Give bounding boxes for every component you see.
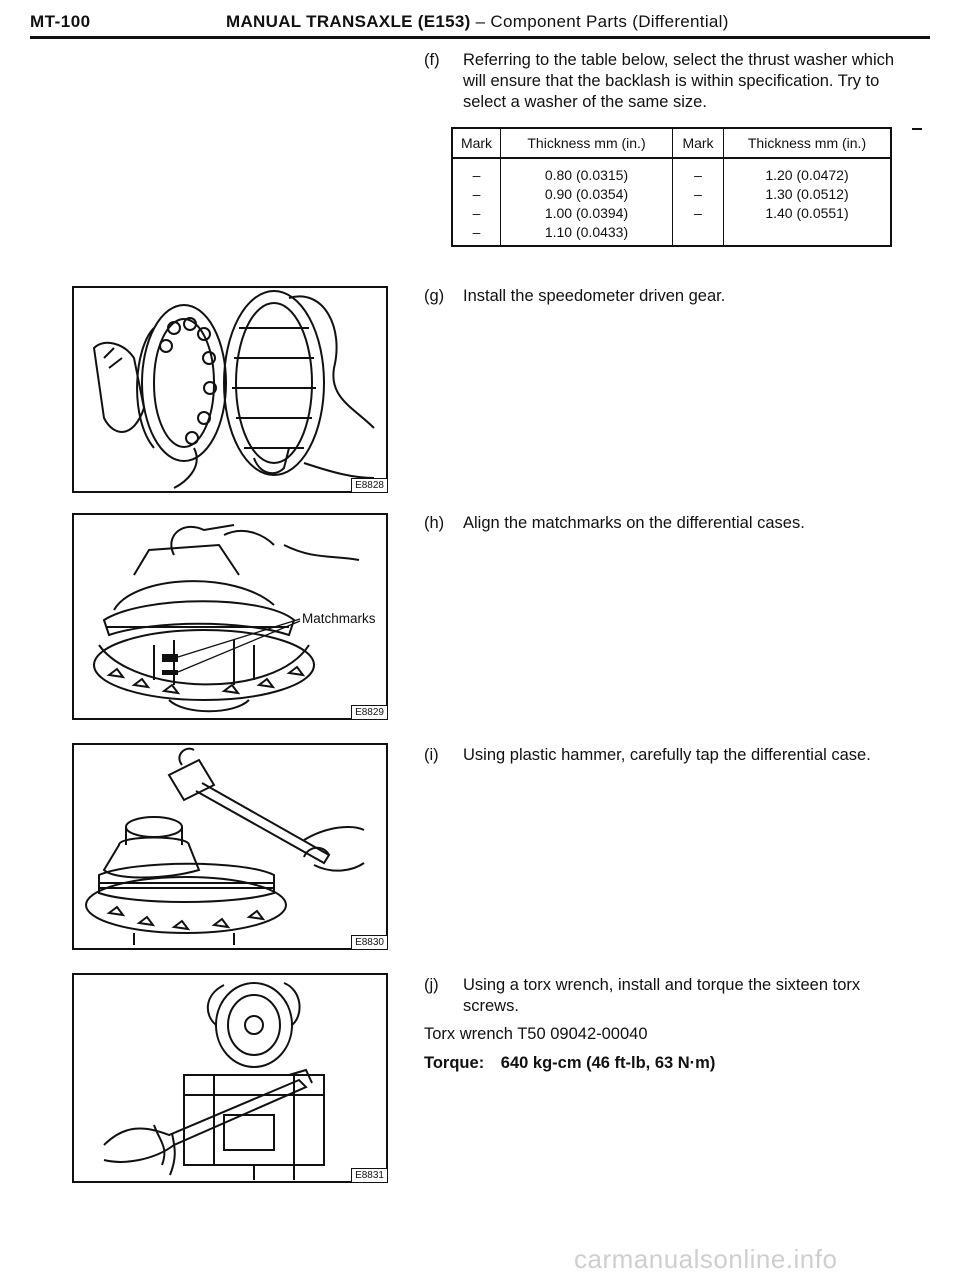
page-number: MT-100 (30, 12, 91, 31)
plastic-hammer-illustration (74, 745, 386, 948)
step-letter: (j) (424, 976, 439, 994)
table-row (452, 184, 891, 203)
figure-code: E8828 (351, 478, 387, 492)
figure-code: E8831 (351, 1168, 387, 1182)
step-h (424, 513, 904, 537)
manual-title: MANUAL TRANSAXLE (E153) (226, 12, 471, 31)
table-row (452, 222, 891, 246)
step-j (424, 975, 904, 1019)
torx-wrench-illustration (74, 975, 386, 1181)
margin-dash (912, 128, 922, 130)
step-i (424, 745, 904, 789)
step-letter: (h) (424, 514, 445, 532)
matchmark (162, 654, 178, 662)
figure-differential-and-ring-gear (72, 286, 388, 493)
table-cell: 1.10 (0.0433) (501, 222, 673, 246)
step-text: Install the speedometer driven gear. (463, 287, 726, 305)
column-header: Mark (673, 128, 724, 158)
torque-spec (424, 1054, 715, 1073)
watermark: carmanualsonline.info (574, 1244, 838, 1274)
torque-value: 640 kg-cm (46 ft-lb, 63 N·m) (500, 1054, 716, 1072)
table-cell (724, 222, 892, 246)
figure-matchmarks (72, 513, 388, 720)
step-letter: (g) (424, 287, 445, 305)
step-f (424, 50, 904, 116)
table-row (452, 203, 891, 222)
table-cell: 0.90 (0.0354) (501, 184, 673, 203)
table-cell: – (452, 184, 501, 203)
table-cell: – (673, 203, 724, 222)
step-letter: (i) (424, 746, 439, 764)
table-cell: – (452, 222, 501, 246)
tool-spec: Torx wrench T50 09042-00040 (424, 1025, 648, 1043)
section-title: – Component Parts (Differential) (475, 12, 729, 31)
table-cell: 1.20 (0.0472) (724, 158, 892, 184)
column-header: Thickness mm (in.) (501, 128, 673, 158)
table-cell: – (673, 184, 724, 203)
thrust-washer-table (451, 127, 892, 247)
matchmarks-label: Matchmarks (302, 611, 376, 626)
torque-label: Torque: (424, 1054, 485, 1072)
table-cell: – (673, 158, 724, 184)
figure-plastic-hammer (72, 743, 388, 950)
step-text: Referring to the table below, select the thrust washer which will ensure that the backlash is within specification. Try to select a washer of the same size. (463, 51, 895, 111)
figure-code: E8830 (351, 935, 387, 949)
figure-code: E8829 (351, 705, 387, 719)
table-cell (673, 222, 724, 246)
table-cell: 0.80 (0.0315) (501, 158, 673, 184)
step-letter: (f) (424, 51, 440, 69)
table-cell: 1.00 (0.0394) (501, 203, 673, 222)
table-header-row (452, 128, 891, 158)
step-text: Using a torx wrench, install and torque the sixteen torx screws. (463, 976, 861, 1015)
page-title (226, 12, 729, 32)
step-text: Align the matchmarks on the differential cases. (463, 514, 805, 532)
step-g (424, 286, 904, 310)
column-header: Thickness mm (in.) (724, 128, 892, 158)
column-header: Mark (452, 128, 501, 158)
table-cell: 1.40 (0.0551) (724, 203, 892, 222)
page-header (30, 8, 930, 39)
table-row (452, 158, 891, 184)
table-cell: – (452, 203, 501, 222)
matchmark (162, 670, 178, 675)
table-cell: 1.30 (0.0512) (724, 184, 892, 203)
table-cell: – (452, 158, 501, 184)
step-text: Using plastic hammer, carefully tap the differential case. (463, 746, 871, 764)
figure-torx-wrench (72, 973, 388, 1183)
differential-ring-gear-illustration (74, 288, 386, 491)
